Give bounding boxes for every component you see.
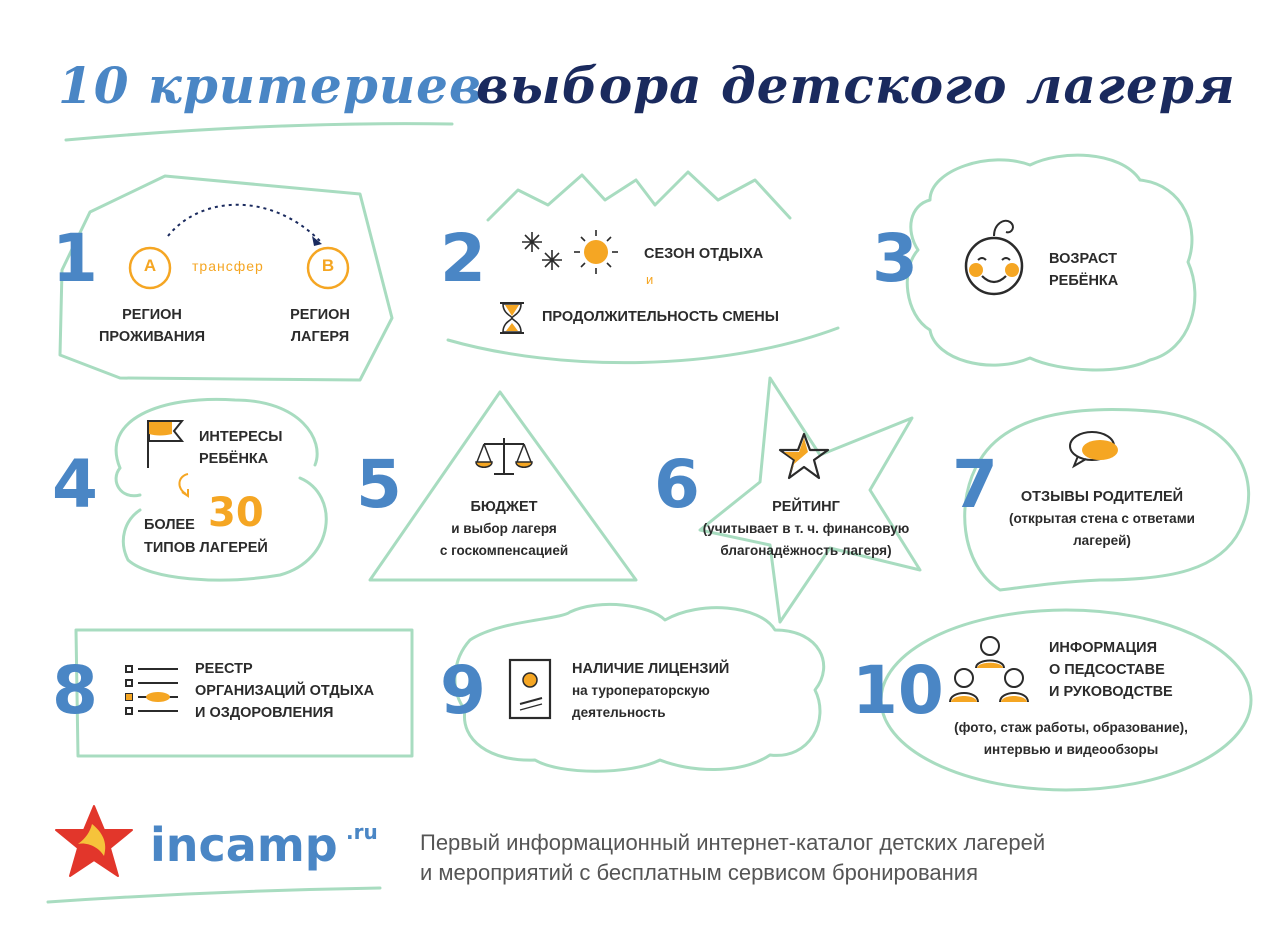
criterion-8-number: 8 (52, 652, 98, 729)
staff-info-label (1049, 637, 1173, 703)
rating-label (672, 496, 940, 562)
brand-suffix: .ru (346, 820, 378, 844)
star-icon (776, 430, 832, 482)
from-region-line1: РЕГИОН (122, 307, 182, 323)
age-line1: ВОЗРАСТ (1049, 251, 1117, 267)
budget-line1: БЮДЖЕТ (470, 499, 538, 515)
criterion-3-number: 3 (872, 220, 918, 297)
license-label (572, 658, 729, 724)
license-line2: на туроператорскую (572, 683, 710, 698)
budget-line2: и выбор лагеря (451, 521, 557, 536)
child-face-icon (960, 214, 1030, 304)
reviews-label (990, 486, 1214, 552)
camp-types-count: 30 (208, 490, 264, 536)
from-region-line2: ПРОЖИВАНИЯ (98, 329, 206, 345)
staff-info-line1: ИНФОРМАЦИЯ (1049, 640, 1158, 656)
title-part1: 10 критериев (58, 56, 483, 115)
budget-label (414, 496, 594, 562)
staff-details-line1: (фото, стаж работы, образование), (954, 720, 1188, 735)
scales-icon (474, 434, 534, 478)
title-underline (66, 124, 452, 140)
staff-details-label (926, 717, 1216, 761)
interests-line2: РЕБЁНКА (199, 451, 269, 467)
footer-tagline-line2: и мероприятий с бесплатным сервисом бронирования (420, 860, 979, 885)
from-region-label (90, 304, 214, 348)
budget-line3: с госкомпенсацией (439, 543, 569, 558)
transfer-label: трансфер (192, 258, 264, 274)
frame-2-zigzag (488, 172, 790, 220)
camp-types-label: ТИПОВ ЛАГЕРЕЙ (144, 540, 268, 556)
registry-line2: ОРГАНИЗАЦИЙ ОТДЫХА (195, 683, 375, 699)
footer-tagline-line1: Первый информационный интернет-каталог детских лагерей (420, 830, 1046, 855)
license-document-icon (506, 656, 556, 722)
registry-line1: РЕЕСТР (195, 661, 253, 677)
staff-people-icon (944, 634, 1034, 710)
reviews-line1: ОТЗЫВЫ РОДИТЕЛЕЙ (1020, 489, 1184, 505)
interests-line1: ИНТЕРЕСЫ (199, 429, 283, 445)
arrow-curve-icon (172, 470, 202, 500)
hourglass-icon (496, 300, 528, 336)
interests-label (199, 426, 282, 470)
footer-underline (48, 888, 380, 902)
criterion-5-number: 5 (356, 446, 402, 523)
transfer-route-icon (120, 196, 360, 296)
rating-line2: (учитывает в т. ч. финансовую (702, 521, 910, 536)
age-line2: РЕБЁНКА (1049, 273, 1119, 289)
to-region-line1: РЕГИОН (290, 307, 350, 323)
criterion-1-number: 1 (52, 220, 98, 297)
criterion-6-number: 6 (654, 446, 700, 523)
criterion-10-number: 10 (852, 652, 944, 729)
rating-line3: благонадёжность лагеря) (720, 543, 892, 558)
registry-line3: И ОЗДОРОВЛЕНИЯ (195, 705, 334, 721)
registry-list-icon (122, 662, 182, 718)
to-region-line2: ЛАГЕРЯ (290, 329, 350, 345)
criterion-9-number: 9 (440, 652, 486, 729)
staff-details-line2: интервью и видеообзоры (983, 742, 1159, 757)
footer-tagline (420, 828, 1045, 888)
duration-label: ПРОДОЛЖИТЕЛЬНОСТЬ СМЕНЫ (542, 309, 779, 325)
more-label: БОЛЕЕ (144, 517, 195, 533)
snow-sun-icon (514, 228, 624, 278)
criterion-4-number: 4 (52, 446, 98, 523)
staff-info-line3: И РУКОВОДСТВЕ (1049, 684, 1173, 700)
criterion-7-number: 7 (952, 446, 998, 523)
and-label: и (646, 272, 654, 287)
point-a-label: А (143, 256, 157, 275)
staff-info-line2: О ПЕДСОСТАВЕ (1049, 662, 1165, 678)
flag-icon (142, 416, 188, 472)
point-b-label: В (321, 256, 335, 275)
license-line3: деятельность (572, 705, 666, 720)
criterion-2-number: 2 (440, 220, 486, 297)
age-label (1049, 248, 1118, 292)
license-line1: НАЛИЧИЕ ЛИЦЕНЗИЙ (572, 661, 730, 677)
to-region-label (274, 304, 366, 348)
rating-line1: РЕЙТИНГ (772, 499, 840, 515)
title-part2: выбора детского лагеря (476, 56, 1236, 115)
season-label: СЕЗОН ОТДЫХА (644, 246, 764, 262)
brand-name: incamp (150, 818, 338, 872)
registry-label (195, 658, 374, 724)
reviews-line2: (открытая стена с ответами (1009, 511, 1195, 526)
chat-bubble-icon (1066, 428, 1122, 472)
incamp-star-logo (52, 802, 136, 884)
reviews-line3: лагерей) (1073, 533, 1131, 548)
